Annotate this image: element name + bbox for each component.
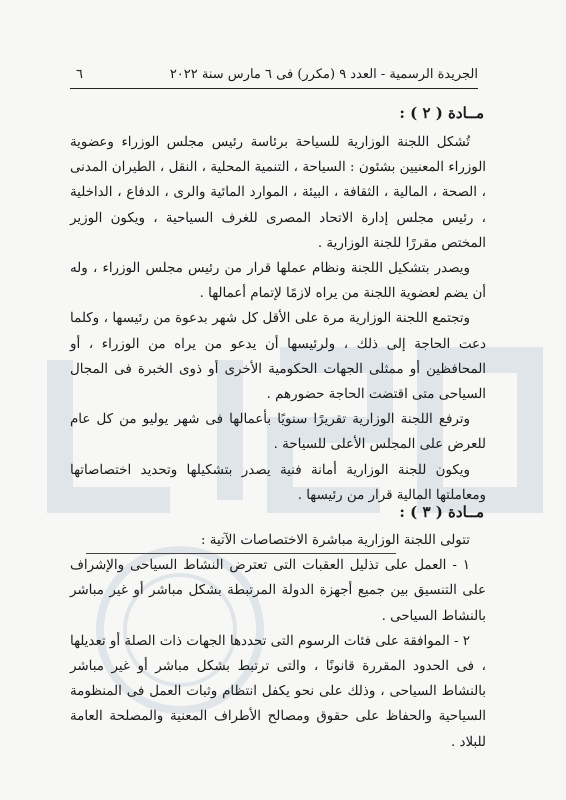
article-2-paragraph-5: ويكون للجنة الوزارية أمانة فنية يصدر بتشكيلها وتحديد اختصاصاتها ومعاملتها المالية قرار من رئيسها .	[70, 462, 486, 503]
article-2-heading: مــادة ( ٢ ) :	[399, 104, 484, 122]
intro-underline	[86, 553, 396, 554]
header-title: الجريدة الرسمية - العدد ٩ (مكرر) فى ٦ مارس سنة ٢٠٢٢	[169, 66, 478, 82]
article-2-paragraph-2: ويصدر بتشكيل اللجنة ونظام عملها قرار من رئيس مجلس الوزراء ، وله أن يضم لعضوية اللجنة من يراه لازمًا لإتمام أعمالها .	[70, 261, 486, 302]
header-divider	[70, 88, 478, 89]
page-header	[70, 62, 478, 86]
article-3-body	[70, 528, 486, 755]
article-3-item-2: ٢ - الموافقة على فئات الرسوم التى تحددها الجهات ذات الصلة أو تعديلها ، فى الحدود المقررة قانونًا ، والتى ترتبط بشكل مباشر أو غير مباشر بالنشاط السياحى ، وذلك على نحو يكفل انتظام وثبات العمل فى المنظومة السياحية والحفاظ على حقوق ومصالح الأطراف المعنية والمصلحة العامة للبلاد .	[70, 633, 486, 750]
article-2-paragraph-3: وتجتمع اللجنة الوزارية مرة على الأقل كل شهر بدعوة من رئيسها ، وكلما دعت الحاجة إلى ذلك ، ولرئيسها أن يدعو من يراه من الوزراء ، أو المحافظين أو ممثلى الجهات الحكومية الأخرى أو ذوى الخبرة فى المجال السياحى متى اقتضت الحاجة حضورهم .	[70, 311, 486, 403]
article-2-paragraph-4: وترفع اللجنة الوزارية تقريرًا سنويًا بأعمالها فى شهر يوليو من كل عام للعرض على المجلس الأعلى للسياحة .	[70, 412, 486, 453]
article-3-intro: تتولى اللجنة الوزارية مباشرة الاختصاصات الآتية :	[201, 533, 470, 548]
article-2-body	[70, 130, 486, 508]
article-3-item-1: ١ - العمل على تذليل العقبات التى تعترض النشاط السياحى والإشراف على التنسيق بين جميع أجهزة الدولة المرتبطة بشكل مباشر أو غير مباشر بالنشاط السياحى .	[70, 558, 486, 624]
article-3-heading: مــادة ( ٣ ) :	[399, 503, 484, 521]
page-number: ٦	[76, 66, 83, 82]
article-2-paragraph-1: تُشكل اللجنة الوزارية للسياحة برئاسة رئيس مجلس الوزراء وعضوية الوزراء المعنيين بشئون : السياحة ، التنمية المحلية ، النقل ، الطيران المدنى ، الصحة ، المالية ، الثقافة ، البيئة ، الموارد المائية والرى ، الدفاع ، الداخلية ، رئيس مجلس إدارة الاتحاد المصرى للغرف السياحية ، ويكون الوزير المختص مقررًا للجنة الوزارية .	[70, 135, 486, 251]
